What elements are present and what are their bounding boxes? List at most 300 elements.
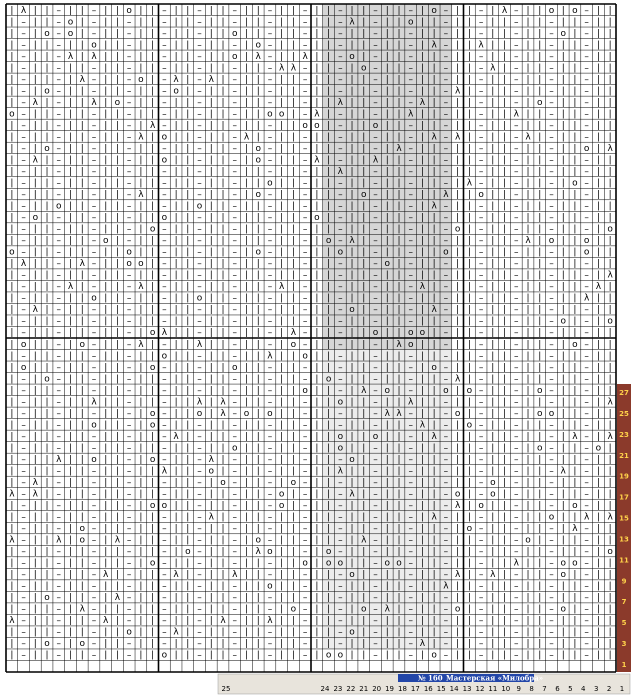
- stitch-symbol: –: [549, 178, 554, 189]
- stitch-symbol: |: [350, 650, 354, 661]
- stitch-symbol: |: [104, 351, 108, 362]
- stitch-symbol: |: [10, 512, 14, 523]
- stitch-symbol: |: [174, 143, 178, 154]
- stitch-symbol: o: [79, 535, 86, 546]
- stitch-symbol: |: [280, 558, 284, 569]
- stitch-symbol: |: [350, 408, 354, 419]
- stitch-symbol: –: [408, 190, 413, 201]
- stitch-symbol: |: [420, 63, 424, 74]
- stitch-symbol: –: [478, 155, 484, 166]
- stitch-symbol: |: [397, 616, 401, 627]
- stitch-symbol: |: [608, 97, 612, 108]
- stitch-symbol: |: [315, 374, 319, 385]
- stitch-symbol: |: [315, 362, 319, 373]
- stitch-symbol: |: [561, 17, 565, 28]
- stitch-symbol: |: [561, 385, 565, 396]
- stitch-symbol: |: [467, 466, 471, 477]
- stitch-symbol: |: [315, 28, 319, 39]
- stitch-symbol: |: [420, 650, 424, 661]
- stitch-symbol: |: [80, 109, 84, 120]
- stitch-symbol: |: [362, 489, 366, 500]
- stitch-symbol: |: [432, 167, 436, 177]
- stitch-symbol: |: [104, 512, 108, 523]
- stitch-symbol: |: [33, 593, 37, 604]
- stitch-symbol: –: [373, 627, 378, 638]
- stitch-symbol: |: [503, 385, 507, 396]
- stitch-symbol: –: [443, 570, 449, 581]
- stitch-symbol: o: [126, 627, 132, 638]
- stitch-symbol: |: [315, 86, 319, 97]
- stitch-symbol: |: [467, 443, 471, 454]
- stitch-symbol: |: [33, 443, 37, 454]
- stitch-symbol: |: [432, 293, 436, 304]
- stitch-symbol: |: [385, 616, 389, 627]
- stitch-symbol: |: [80, 17, 84, 28]
- stitch-symbol: |: [526, 224, 530, 235]
- stitch-symbol: –: [197, 604, 202, 615]
- stitch-symbol: |: [397, 351, 401, 362]
- stitch-symbol: –: [56, 351, 62, 362]
- stitch-symbol: |: [385, 247, 389, 258]
- stitch-symbol: –: [197, 167, 202, 177]
- stitch-symbol: |: [80, 581, 84, 592]
- stitch-symbol: |: [104, 178, 108, 189]
- stitch-symbol: |: [385, 593, 389, 604]
- stitch-symbol: |: [608, 17, 612, 28]
- stitch-symbol: |: [350, 477, 354, 488]
- stitch-symbol: |: [68, 535, 73, 546]
- stitch-symbol: –: [584, 501, 589, 511]
- stitch-symbol: |: [456, 466, 460, 477]
- stitch-symbol: |: [397, 28, 401, 39]
- stitch-symbol: –: [197, 109, 202, 120]
- stitch-symbol: |: [291, 178, 295, 189]
- stitch-symbol: –: [56, 385, 62, 396]
- stitch-symbol: |: [315, 74, 319, 85]
- stitch-symbol: |: [491, 305, 495, 316]
- stitch-symbol: –: [443, 178, 449, 189]
- stitch-symbol: λ: [114, 535, 121, 546]
- stitch-symbol: λ: [361, 535, 367, 546]
- stitch-symbol: –: [91, 305, 97, 316]
- stitch-symbol: |: [397, 282, 401, 293]
- stitch-symbol: –: [197, 650, 202, 661]
- stitch-symbol: |: [596, 570, 600, 581]
- stitch-symbol: |: [33, 581, 37, 592]
- stitch-symbol: |: [596, 132, 600, 143]
- stitch-symbol: |: [573, 443, 577, 454]
- stitch-symbol: |: [538, 466, 542, 477]
- stitch-symbol: –: [126, 454, 132, 465]
- stitch-symbol: λ: [490, 63, 496, 74]
- stitch-symbol: o: [278, 501, 285, 511]
- stitch-symbol: |: [526, 639, 530, 650]
- stitch-symbol: |: [256, 581, 260, 592]
- stitch-symbol: |: [397, 40, 401, 51]
- stitch-symbol: –: [126, 431, 132, 442]
- stitch-symbol: –: [21, 374, 26, 385]
- stitch-symbol: –: [478, 477, 484, 488]
- stitch-symbol: |: [350, 40, 354, 51]
- stitch-symbol: |: [420, 593, 424, 604]
- stitch-symbol: |: [491, 581, 495, 592]
- stitch-symbol: –: [408, 593, 413, 604]
- stitch-symbol: |: [467, 535, 471, 546]
- stitch-symbol: |: [397, 247, 401, 258]
- stitch-symbol: |: [174, 339, 178, 350]
- stitch-symbol: –: [584, 201, 589, 212]
- stitch-symbol: |: [68, 178, 73, 189]
- stitch-symbol: –: [302, 466, 308, 477]
- stitch-symbol: |: [68, 604, 73, 615]
- stitch-symbol: |: [561, 489, 565, 500]
- stitch-symbol: |: [327, 109, 331, 120]
- stitch-symbol: |: [596, 408, 600, 419]
- stitch-symbol: |: [596, 224, 600, 235]
- stitch-symbol: |: [115, 604, 119, 615]
- stitch-symbol: |: [467, 339, 471, 350]
- stitch-symbol: o: [325, 236, 332, 247]
- stitch-symbol: |: [596, 431, 600, 442]
- stitch-symbol: |: [561, 535, 565, 546]
- stitch-symbol: |: [10, 547, 14, 558]
- stitch-symbol: |: [561, 74, 565, 85]
- stitch-symbol: |: [45, 328, 49, 339]
- stitch-symbol: –: [408, 477, 413, 488]
- stitch-symbol: |: [45, 385, 49, 396]
- stitch-symbol: |: [174, 374, 178, 385]
- stitch-symbol: –: [408, 489, 413, 500]
- stitch-symbol: |: [467, 316, 471, 327]
- stitch-symbol: |: [139, 420, 143, 431]
- stitch-symbol: |: [526, 420, 530, 431]
- stitch-symbol: |: [80, 120, 84, 131]
- stitch-symbol: λ: [478, 40, 484, 51]
- stitch-symbol: |: [115, 40, 119, 51]
- stitch-symbol: –: [373, 51, 378, 62]
- stitch-symbol: –: [126, 581, 132, 592]
- stitch-symbol: –: [408, 143, 413, 154]
- stitch-symbol: |: [362, 316, 366, 327]
- stitch-symbol: –: [197, 40, 202, 51]
- stitch-symbol: |: [596, 397, 600, 408]
- stitch-symbol: –: [162, 627, 167, 638]
- stitch-symbol: |: [538, 28, 542, 39]
- stitch-symbol: |: [573, 201, 577, 212]
- stitch-symbol: –: [549, 224, 554, 235]
- stitch-symbol: o: [149, 328, 156, 339]
- stitch-symbol: |: [456, 339, 460, 350]
- stitch-symbol: |: [104, 201, 108, 212]
- stitch-symbol: –: [126, 155, 132, 166]
- stitch-symbol: |: [244, 524, 249, 535]
- stitch-symbol: |: [491, 28, 495, 39]
- stitch-symbol: |: [561, 224, 565, 235]
- stitch-symbol: |: [608, 593, 612, 604]
- stitch-symbol: |: [244, 97, 249, 108]
- stitch-symbol: –: [373, 316, 378, 327]
- stitch-symbol: |: [186, 604, 190, 615]
- stitch-symbol: |: [186, 454, 190, 465]
- stitch-symbol: |: [327, 524, 331, 535]
- stitch-symbol: –: [514, 627, 519, 638]
- stitch-symbol: |: [526, 51, 530, 62]
- stitch-symbol: λ: [149, 120, 156, 131]
- stitch-symbol: –: [267, 627, 273, 638]
- stitch-symbol: –: [21, 86, 26, 97]
- stitch-symbol: |: [244, 305, 249, 316]
- stitch-symbol: |: [350, 362, 354, 373]
- stitch-symbol: |: [503, 489, 507, 500]
- stitch-symbol: –: [56, 74, 62, 85]
- stitch-symbol: |: [385, 650, 389, 661]
- stitch-symbol: |: [256, 259, 260, 270]
- stitch-symbol: –: [443, 362, 449, 373]
- stitch-symbol: |: [526, 466, 530, 477]
- stitch-symbol: –: [514, 639, 519, 650]
- stitch-symbol: |: [280, 28, 284, 39]
- stitch-symbol: |: [104, 431, 108, 442]
- stitch-symbol: –: [338, 581, 343, 592]
- stitch-symbol: |: [115, 270, 119, 281]
- stitch-symbol: o: [79, 639, 86, 650]
- stitch-symbol: |: [45, 247, 49, 258]
- stitch-symbol: –: [373, 512, 378, 523]
- stitch-symbol: |: [526, 259, 530, 270]
- stitch-symbol: |: [327, 616, 331, 627]
- stitch-symbol: λ: [208, 454, 214, 465]
- stitch-symbol: –: [197, 351, 202, 362]
- stitch-symbol: |: [174, 328, 178, 339]
- stitch-symbol: –: [197, 51, 202, 62]
- stitch-symbol: –: [302, 178, 308, 189]
- stitch-symbol: |: [538, 501, 542, 511]
- stitch-symbol: |: [561, 627, 565, 638]
- stitch-symbol: –: [21, 190, 26, 201]
- stitch-symbol: –: [514, 443, 519, 454]
- stitch-symbol: |: [526, 443, 530, 454]
- stitch-symbol: |: [10, 501, 14, 511]
- stitch-symbol: λ: [607, 143, 613, 154]
- stitch-symbol: –: [162, 374, 167, 385]
- stitch-symbol: |: [456, 120, 460, 131]
- stitch-symbol: o: [44, 374, 50, 385]
- stitch-symbol: –: [408, 351, 413, 362]
- stitch-symbol: |: [209, 627, 213, 638]
- stitch-symbol: |: [104, 74, 108, 85]
- stitch-symbol: |: [68, 547, 73, 558]
- column-number: 7: [542, 685, 547, 693]
- stitch-symbol: |: [115, 109, 119, 120]
- stitch-symbol: |: [174, 270, 178, 281]
- stitch-symbol: o: [407, 328, 414, 339]
- stitch-symbol: –: [21, 443, 26, 454]
- stitch-symbol: –: [408, 581, 413, 592]
- stitch-symbol: |: [432, 247, 436, 258]
- stitch-symbol: |: [68, 362, 73, 373]
- stitch-symbol: –: [338, 293, 343, 304]
- stitch-symbol: |: [291, 443, 295, 454]
- stitch-symbol: –: [373, 604, 378, 615]
- stitch-symbol: |: [104, 63, 108, 74]
- stitch-symbol: |: [68, 616, 73, 627]
- stitch-symbol: |: [80, 627, 84, 638]
- stitch-symbol: |: [244, 558, 249, 569]
- stitch-symbol: |: [456, 17, 460, 28]
- stitch-symbol: –: [478, 143, 484, 154]
- stitch-symbol: –: [478, 408, 484, 419]
- stitch-symbol: |: [327, 120, 331, 131]
- stitch-symbol: |: [467, 362, 471, 373]
- stitch-symbol: o: [478, 501, 484, 511]
- stitch-symbol: –: [584, 86, 589, 97]
- stitch-symbol: |: [68, 501, 73, 511]
- stitch-symbol: |: [139, 178, 143, 189]
- stitch-symbol: |: [420, 408, 424, 419]
- stitch-symbol: |: [209, 40, 213, 51]
- stitch-symbol: |: [115, 374, 119, 385]
- stitch-symbol: |: [244, 535, 249, 546]
- stitch-symbol: |: [291, 213, 295, 224]
- stitch-symbol: |: [104, 639, 108, 650]
- stitch-symbol: –: [126, 547, 132, 558]
- stitch-symbol: |: [68, 120, 73, 131]
- stitch-symbol: |: [221, 305, 225, 316]
- stitch-symbol: –: [91, 477, 97, 488]
- stitch-symbol: |: [280, 259, 284, 270]
- stitch-symbol: –: [338, 155, 343, 166]
- stitch-symbol: |: [526, 593, 530, 604]
- stitch-symbol: –: [443, 512, 449, 523]
- stitch-symbol: |: [115, 339, 119, 350]
- stitch-symbol: –: [338, 362, 343, 373]
- stitch-symbol: |: [350, 558, 354, 569]
- stitch-symbol: λ: [161, 466, 168, 477]
- stitch-symbol: –: [56, 512, 62, 523]
- stitch-symbol: |: [209, 28, 213, 39]
- stitch-symbol: |: [186, 639, 190, 650]
- stitch-symbol: |: [221, 109, 225, 120]
- stitch-symbol: |: [68, 201, 73, 212]
- stitch-symbol: |: [420, 477, 424, 488]
- stitch-symbol: –: [162, 270, 167, 281]
- stitch-symbol: |: [385, 431, 389, 442]
- stitch-symbol: |: [467, 201, 471, 212]
- stitch-symbol: |: [151, 535, 155, 546]
- stitch-symbol: |: [456, 97, 460, 108]
- stitch-symbol: |: [456, 535, 460, 546]
- stitch-symbol: λ: [91, 397, 97, 408]
- stitch-symbol: |: [503, 547, 507, 558]
- stitch-symbol: |: [432, 604, 436, 615]
- stitch-symbol: –: [267, 28, 273, 39]
- stitch-symbol: o: [454, 224, 461, 235]
- stitch-symbol: –: [514, 293, 519, 304]
- stitch-symbol: |: [45, 420, 49, 431]
- stitch-symbol: |: [280, 512, 284, 523]
- stitch-symbol: |: [186, 97, 190, 108]
- stitch-symbol: –: [549, 581, 554, 592]
- stitch-symbol: |: [151, 167, 155, 177]
- stitch-symbol: –: [197, 236, 202, 247]
- stitch-symbol: o: [149, 224, 156, 235]
- stitch-symbol: |: [491, 328, 495, 339]
- stitch-symbol: |: [432, 351, 436, 362]
- stitch-symbol: |: [209, 374, 213, 385]
- stitch-symbol: |: [291, 558, 295, 569]
- stitch-symbol: |: [491, 374, 495, 385]
- stitch-symbol: –: [338, 259, 343, 270]
- stitch-symbol: |: [526, 270, 530, 281]
- stitch-symbol: o: [149, 558, 156, 569]
- stitch-symbol: |: [350, 466, 354, 477]
- stitch-symbol: |: [596, 650, 600, 661]
- stitch-symbol: –: [91, 270, 97, 281]
- stitch-symbol: –: [21, 512, 26, 523]
- stitch-symbol: |: [33, 558, 37, 569]
- stitch-symbol: |: [115, 120, 119, 131]
- stitch-symbol: –: [126, 351, 132, 362]
- stitch-symbol: |: [10, 167, 14, 177]
- stitch-symbol: –: [373, 282, 378, 293]
- stitch-symbol: |: [151, 489, 155, 500]
- stitch-symbol: |: [291, 570, 295, 581]
- stitch-symbol: –: [443, 155, 449, 166]
- stitch-symbol: |: [104, 650, 108, 661]
- stitch-symbol: –: [126, 109, 132, 120]
- stitch-symbol: |: [291, 155, 295, 166]
- stitch-symbol: |: [186, 558, 190, 569]
- stitch-symbol: |: [456, 616, 460, 627]
- stitch-symbol: |: [420, 224, 424, 235]
- stitch-symbol: |: [503, 270, 507, 281]
- stitch-symbol: |: [491, 443, 495, 454]
- stitch-symbol: |: [350, 431, 354, 442]
- stitch-symbol: |: [174, 466, 178, 477]
- stitch-symbol: |: [174, 236, 178, 247]
- stitch-symbol: |: [139, 593, 143, 604]
- column-number: 9: [516, 685, 521, 693]
- stitch-symbol: |: [291, 501, 295, 511]
- stitch-symbol: –: [408, 97, 413, 108]
- stitch-symbol: –: [549, 86, 554, 97]
- row-number-sidebar: [617, 384, 631, 672]
- stitch-symbol: λ: [243, 132, 250, 143]
- stitch-symbol: –: [338, 374, 343, 385]
- stitch-symbol: o: [314, 120, 320, 131]
- stitch-symbol: |: [256, 293, 260, 304]
- stitch-symbol: –: [443, 420, 449, 431]
- stitch-symbol: |: [104, 420, 108, 431]
- stitch-symbol: –: [338, 501, 343, 511]
- stitch-symbol: |: [362, 293, 366, 304]
- stitch-symbol: |: [596, 316, 600, 327]
- stitch-symbol: –: [232, 581, 237, 592]
- stitch-symbol: |: [456, 282, 460, 293]
- stitch-symbol: –: [549, 109, 554, 120]
- stitch-symbol: |: [526, 547, 530, 558]
- stitch-symbol: –: [162, 28, 167, 39]
- stitch-symbol: |: [385, 351, 389, 362]
- stitch-symbol: |: [139, 143, 143, 154]
- stitch-symbol: |: [608, 466, 612, 477]
- stitch-symbol: |: [467, 477, 471, 488]
- stitch-symbol: |: [420, 374, 424, 385]
- stitch-symbol: λ: [337, 97, 343, 108]
- stitch-symbol: |: [291, 167, 295, 177]
- stitch-symbol: |: [291, 512, 295, 523]
- stitch-symbol: –: [584, 570, 589, 581]
